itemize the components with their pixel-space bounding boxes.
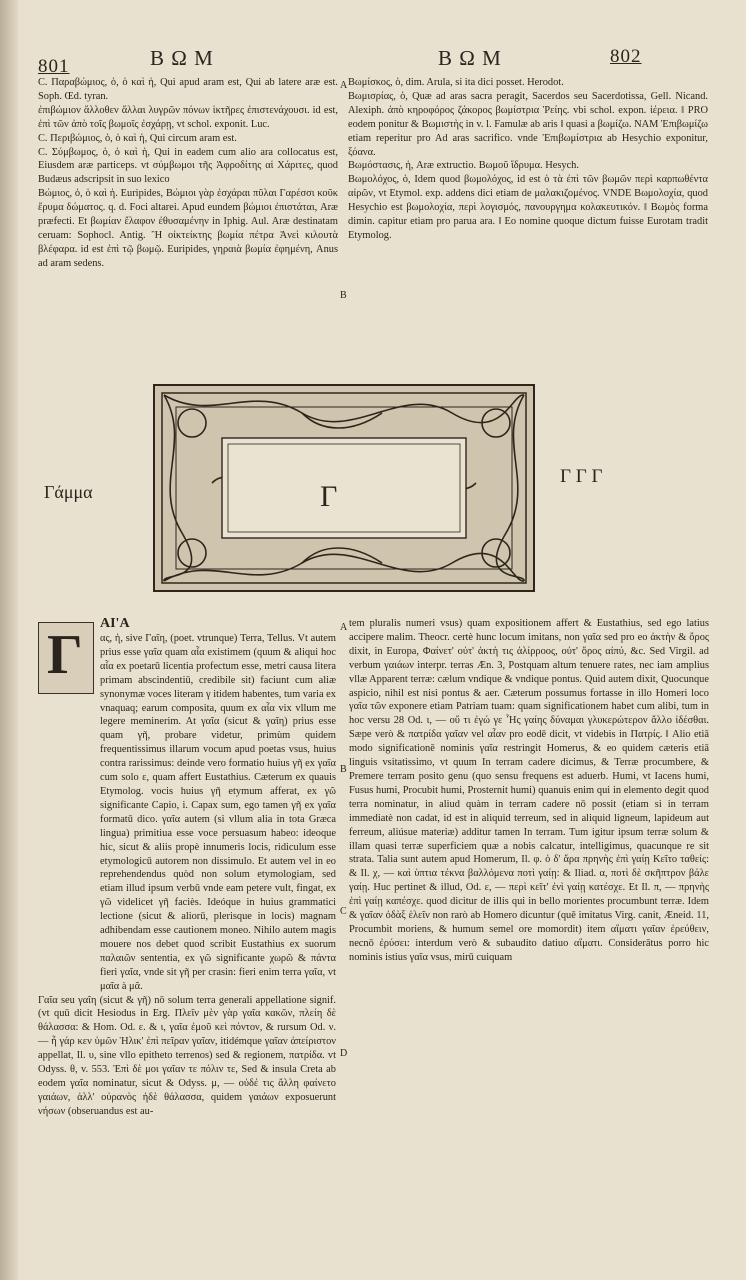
entry-parabomios-cont: ἐπιβώμιον ἄλλοθεν ἄλλαι λυγρῶν πόνων ἱκτῆρες ἐπιστενάχουσι. id est, ἐπὶ τῶν ἀπὸ τοῖς βωμοῖς ἐσχάρῃ, vt schol. exponit. Luc. — [38, 104, 338, 130]
entry-peribomios: C. Περιβώμιος, ὁ, ὁ καὶ ἡ, Qui circum aram est. — [38, 132, 237, 144]
entry-symbomos: C. Σύμβωμος, ὁ, ὁ καὶ ἡ, Qui in eadem cum alio ara collocatus est, Eiusdem aræ particeps. vt σύμβωμοι τῆς Ἀφροδίτης αἱ Χάριτες, quod Budæus adscripsit in suo lexico — [38, 146, 338, 186]
entry-bomolochos: Βωμολόχος, ὁ, Idem quod βωμολόχος, id est ὁ τὰ ἐπὶ τῶν βωμῶν περὶ καρπωθέντα αἰρῶν, vt Etymol. exp. addens dici etiam de μαλακιζομένος. VNDE Βωμολοχία, quod Hesychio est βωμολοχία, περὶ λογισμός, πανουργημα κολακευτικόν. ‖ Βωμὸς forma dimin. capitur etiam pro parua ara. ‖ Eo nomine quoque dictum fuisse Eurotam tradit Etymolog. — [348, 174, 708, 241]
decorative-frame — [152, 383, 536, 593]
top-left-column — [38, 76, 338, 271]
knotwork-frame-icon — [152, 383, 536, 593]
letter-forms: Γ Γ Γ — [560, 466, 603, 487]
lead-word: ΑΙ'Α — [100, 616, 130, 631]
letter-name-gamma: Γάμμα — [44, 482, 93, 502]
bottom-left-first-lines — [100, 617, 336, 632]
entry-gaia: ας, ἡ, sive Γαῖη, (poet. vtrunque) Terra, Tellus. Vt autem prius esse γαῖα quam αἶα existimem (quum & aliqui hoc αἶα ex poetarū licentia profectum esse, metri causa litera primam abscindentiū, credibile sit) faciunt cum aliæ synonymæ voces literam γ itidem habentes, tum varia ex vnaquaq; earum composita, quum ex αἶα vix vllum me legere meminerim. At γαῖα (sicut & γαῖη) prius esse quam γῆ, probare videtur, primùm quidem frequentissimus illarum vocum apud poetas vsus, huius contra rarissimus: deinde vero formatio huius γῆ ex γαῖα cum solo ε, quam affert Eustathius. Cæterum ex quauis Etymolog. vocis huius γῆ etymum afferat, ex γῶ significante Capio, i. Capax sum, ego tamen γῆ ex γαῖα formatū dico. γαῖα autem (si vllum alia in tota Græca lingua) primitiua esse voce persuasum habeo: ideoque hic, sicut & aliis propè innumeris locis, ridiculum esse etymologicū autorem non dissimulo. Et autem vel in eo reprehendendus quòd non solum etymologiam, sed etiam illud ipsum verbū vnde eam petere vult, fingat, ex γῶ videlicet γῆ faciès. Ideóque in huius grammatici lectione (sicut & aliorū, plerisque in locis) magnam adhibendam esse cautionem moneo. Nihilo autem magis mouere nos debet quod scribit Eustathius ex suorum παλαιῶν sententia, ex γῶ significante χωρῶ & πάντα fieri γαῖα, vnde sit γῆ per crasin: fieri enim terra γαῖα, vt μαῖα à μᾶ. — [100, 633, 336, 992]
margin-letter-a: A — [340, 622, 348, 633]
dropcap-gamma: Γ — [38, 622, 94, 694]
entry-gaia-cont: Γαῖα seu γαῖη (sicut & γῆ) nō solum terra generali appellatione signif. (vt quū dicit Hesiodus in Erg. Πλεῖν μὲν γὰρ γαῖα κακῶν, πλείη δὲ θάλασσα: & Hom. Od. ε. & ι, γαῖα ἐμοῦ κεὶ πόντον, & rursum Od. ν. — ἦ γάρ κεν ὑμῶν Ἡλικ' ἐπὶ πεῖραν γαῖαν, itidémque γαῖαν ἀπείριστον appellat, Il. υ, sine vllo epitheto terrenos) sed & regionem, πατρίδα. vt Odyss. θ, v. 553. Ἐπὶ δὲ μοι γαῖαν τε πόλιν τε, Sed & insula Creta ab eodem γαῖα nominatur, sicut & Odyss. μ, — οὐδέ τις ἄλλη φαίνετο γαιάων, ἀλλ' οὐρανὸς ἠδὲ θάλασσα, quidem γαιάων exposuerunt νήσων (obseruandus est au- — [38, 994, 336, 1117]
margin-letter-a-top: A — [340, 80, 348, 91]
entry-bomistria: Βωμισρίας, ὁ, Quæ ad aras sacra peragit, Sacerdos seu Sacerdotissa, Gell. Nicand. Alexiph. ἀπὸ κηροφόρος ζάκορος βωμίστρια Ῥείης. vbi schol. expon. ἱέρεια. ‖ PRO eodem ponitur & Βωμιστὴς in v. l. Famulæ ab aris ‖ quasi a βωμίζω. NAM Ἐπιβωμίζω etiam reperitur pro Ad aras sacrifico. vnde Ἐπιβωμίστρια ab Hesychio exponitur, ξόανα. — [348, 90, 708, 158]
page-number-right: 802 — [610, 46, 642, 67]
margin-letter-b: B — [340, 764, 347, 775]
top-right-column — [348, 76, 708, 243]
entry-parabomios: C. Παραβώμιος, ὁ, ὁ καὶ ἡ, Qui apud aram est, Qui ab latere aræ est. Soph. Œd. tyran. — [38, 77, 338, 102]
page-number-left: 801 — [38, 56, 70, 77]
entry-bomostasis: Βωμόστασις, ἡ, Aræ extructio. Βωμοῦ ἵδρυμα. Hesych. — [348, 160, 579, 172]
bottom-right-column — [349, 617, 709, 965]
running-title-left: Β Ω Μ — [150, 46, 214, 70]
entry-gaia-continued: tem pluralis numeri vsus) quam expositionem affert & Eustathius, sed ego latius accipere malim. Theocr. certè hunc locum imitans, non γαῖα sed pro eo ἀκτὴν & ὄρος dixit, in Europa, Φαίνετ' οὐτ' ἀκτὴ τις ἁλίρροος, οὐτ' ὄρος αἰπύ, &c. Sed Virgil. ad verbum γαιάων interpr. terras Æn. 3, Postquam altum tenuere rates, nec iam amplius vllæ Apparent terræ: cælum vndique & vndique pontus. Quid autem dixit, Quocunque aspicio, nihil est nisi pontus & aer. Cæterum possumus fortasse in illo Homeri loco γαῖα τῶν exponere etiam Patriam tuam: quam significationem habet cum alibi, tum in hoc versu 28 Od. ι, — οὔ τι ἐγώ γε Ἧς γαίης δύναμαι γλυκερώτερον ἄλλο ἰδέσθαι. Sæpe verò & πατρίδα γαῖαν vel αἶαν pro eodē dicit, vt videbis in Πατρίς. ‖ Alio etiā modo significationē nominis γαῖα restringit Homerus, & eo quidem cæteris etiā linguis vsitatissimo, vt quum In terram cadere dicimus, & Terræ procumbere, & Premere terram posito genu (quo sensu frequens est aduerb. Humi, vt Iacens humi, Fusus humi, Procubit humi, Prosternit humi) quanuis enim qui in elemento degit quod terra nominatur, in aliud quàm in terram cadere nō possit (etiam si in terram immediatè non cadat, id est in aliquid terreum, sed in aliquid ligneum, lapideum aut ferreum, aliúsue materiæ) additur tamen In terram. Tum igitur ipsum terræ solum & illam quasi terræ superficiem quæ a nobis calcatur, intelligimus, quacunque re sit strata. Talia sunt autem apud Homerum, Il. φ. ὁ δ' ἄρα πρηνὴς ἐπὶ γαίῃ Κεῖτο ταθείς: & Il. χ, — καὶ ὑπτια τέκνα βαλλόμενα ποτὶ γαίῃ: & Iliad. α, ποτὶ δὲ σκῆπτρον βάλε γαίῃ. Huc pertinet & illud, Od. ε, — περὶ κεῖτ' ἐνὶ γαίῃ κατέσχε. Et Il. π, — πρηνὴς ἐπὶ γαίῃ καπέσχε. quod dicitur de illis qui in bello morientes procumbunt terræ. Idem & γαῖαν ὀδὰξ ἑλεῖν non rarò ab Homero dicuntur (quē imitatus Virg. canit, Æneid. 11, Procumbit moriens, & humum semel ore momordit) item αἵματι γαῖαν ἐρεύθειν, necnō ἐρύσει: interdum verò & subaudito datiuo αἵματι. Considerātus porro hic nominis istius γαῖα vsus, mirū cuiquam — [349, 618, 709, 963]
margin-letter-b-top: B — [340, 290, 347, 301]
page-gutter — [0, 0, 18, 1280]
running-title-right: Β Ω Μ — [438, 46, 502, 70]
entry-bomiskos: Βωμίσκος, ὁ, dim. Arula, si ita dici posset. Herodot. — [348, 77, 564, 88]
ornament-center-letter: Γ — [320, 480, 338, 513]
entry-bomios: Βώμιος, ὁ, ὁ καὶ ἡ. Euripides, Βώμιοι γὰρ ἐσχάραι πῦλαι Γαρέσσι κοῦκ ἔρυμα δώματος. q. d. Foci altarei. Apud eundem βώμιοι ἐπιστάται, Aræ præfecti. Et βωμίαν ἔλαφον ἐθυσαμένην in Iphig. Aul. Aræ destinatam ceruam: Sophocl. Antig. Ἢ οἰκτείκτης βωμία πέτρα Ἀνεὶ κιλουτὰ βλέφαρα. id est ἐπὶ τῷ βωμῷ. Euripides, γηραιὰ βωμία ἐφημένη, Anus ad aram sedens. — [38, 188, 338, 269]
margin-letter-c: C — [340, 906, 347, 917]
bottom-left-column — [38, 632, 336, 1119]
margin-letter-d: D — [340, 1048, 348, 1059]
